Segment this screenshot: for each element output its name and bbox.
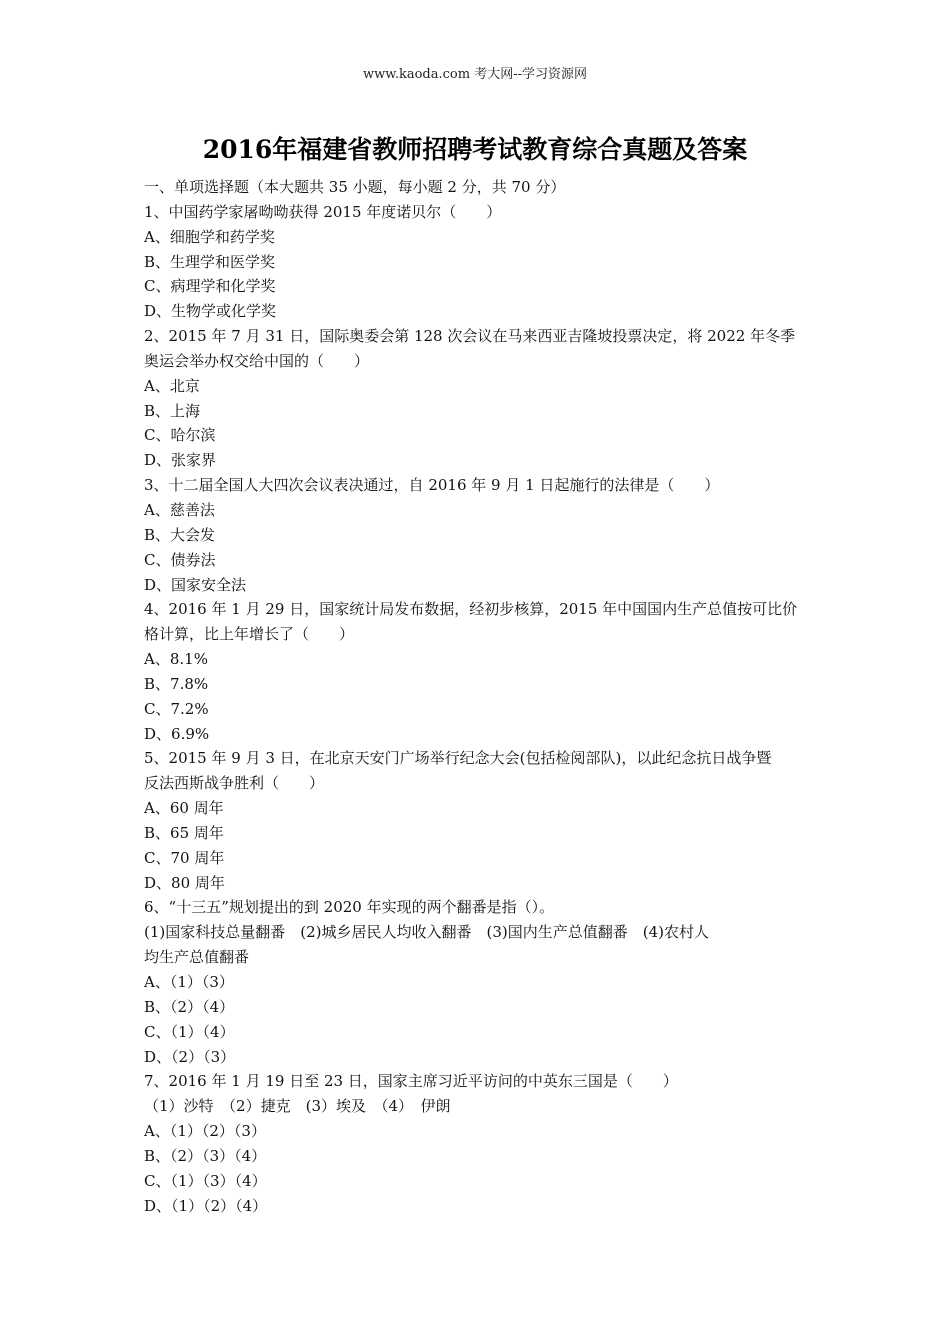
question-6-option-c: C、（1）（4） bbox=[144, 1022, 235, 1041]
question-2-stem: 2、2015 年 7 月 31 日，国际奥委会第 128 次会议在马来西亚吉隆坡投票决定，将 2022 年冬季 bbox=[144, 327, 796, 346]
question-5-option-a: A、60 周年 bbox=[144, 799, 224, 818]
question-1-option-b: B、生理学和医学奖 bbox=[144, 252, 276, 271]
section-heading: 一、单项选择题（本大题共 35 小题，每小题 2 分，共 70 分） bbox=[144, 178, 566, 196]
question-4-option-c: C、7.2% bbox=[144, 699, 209, 718]
question-6-option-a: A、（1）（3） bbox=[144, 973, 234, 991]
question-2-option-b: B、上海 bbox=[144, 401, 201, 420]
question-7-stem: 7、2016 年 1 月 19 日至 23 日，国家主席习近平访问的中英东三国是（ ） bbox=[144, 1072, 678, 1091]
question-1-option-a: A、细胞学和药学奖 bbox=[144, 227, 275, 246]
question-7-option-d: D、（1）（2）（4） bbox=[144, 1196, 268, 1215]
question-4-option-d: D、6.9% bbox=[144, 724, 210, 743]
question-content bbox=[144, 175, 810, 1218]
question-3-option-d: D、国家安全法 bbox=[144, 575, 247, 594]
question-5-option-c: C、70 周年 bbox=[144, 848, 225, 867]
question-7-option-a: A、（1）（2）（3） bbox=[144, 1122, 266, 1141]
site-header: www.kaoda.com 考大网--学习资源网 bbox=[363, 67, 587, 82]
question-4-option-b: B、7.8% bbox=[144, 674, 209, 693]
question-7-option-c: C、（1）（3）（4） bbox=[144, 1171, 267, 1190]
question-6-stem: 6、“十三五”规划提出的到 2020 年实现的两个翻番是指（）。 bbox=[144, 898, 555, 917]
question-7-items: （1）沙特 （2）捷克 (3）埃及 （4） 伊朗 bbox=[144, 1097, 451, 1116]
question-4-stem: 4、2016 年 1 月 29 日，国家统计局发布数据，经初步核算，2015 年中国国内生产总值按可比价 bbox=[144, 600, 798, 619]
question-6-option-d: D、（2）（3） bbox=[144, 1047, 236, 1066]
question-2-option-c: C、哈尔滨 bbox=[144, 426, 216, 445]
document-title: 2016年福建省教师招聘考试教育综合真题及答案 bbox=[202, 135, 748, 164]
question-5-option-d: D、80 周年 bbox=[144, 873, 225, 892]
question-6-option-b: B、（2）（4） bbox=[144, 997, 235, 1016]
question-2-option-d: D、张家界 bbox=[144, 451, 217, 470]
question-3-stem: 3、十二届全国人大四次会议表决通过，自 2016 年 9 月 1 日起施行的法律是（ ） bbox=[144, 476, 720, 495]
question-4-option-a: A、8.1% bbox=[144, 650, 208, 669]
question-3-option-b: B、大会发 bbox=[144, 525, 216, 544]
question-4-stem-cont: 格计算，比上年增长了（ ） bbox=[144, 625, 355, 644]
question-5-stem: 5、2015 年 9 月 3 日，在北京天安门广场举行纪念大会(包括检阅部队)，以此纪念抗日战争暨 bbox=[144, 749, 772, 768]
question-2-stem-cont: 奥运会举办权交给中国的（ ） bbox=[144, 351, 370, 370]
question-1-option-d: D、生物学或化学奖 bbox=[144, 302, 277, 321]
question-7-option-b: B、（2）（3）（4） bbox=[144, 1146, 267, 1165]
question-5-option-b: B、65 周年 bbox=[144, 823, 224, 842]
question-2-option-a: A、北京 bbox=[144, 376, 200, 395]
question-1-option-c: C、病理学和化学奖 bbox=[144, 277, 276, 296]
question-1-stem: 1、中国药学家屠呦呦获得 2015 年度诺贝尔（ ） bbox=[144, 202, 502, 221]
question-6-items-cont: 均生产总值翻番 bbox=[144, 948, 250, 967]
question-5-stem-cont: 反法西斯战争胜利（ ） bbox=[144, 774, 325, 793]
question-6-items: (1)国家科技总量翻番 (2)城乡居民人均收入翻番 (3)国内生产总值翻番 (4)农村人 bbox=[144, 923, 709, 942]
question-3-option-a: A、慈善法 bbox=[144, 500, 215, 519]
question-3-option-c: C、债券法 bbox=[144, 550, 216, 569]
